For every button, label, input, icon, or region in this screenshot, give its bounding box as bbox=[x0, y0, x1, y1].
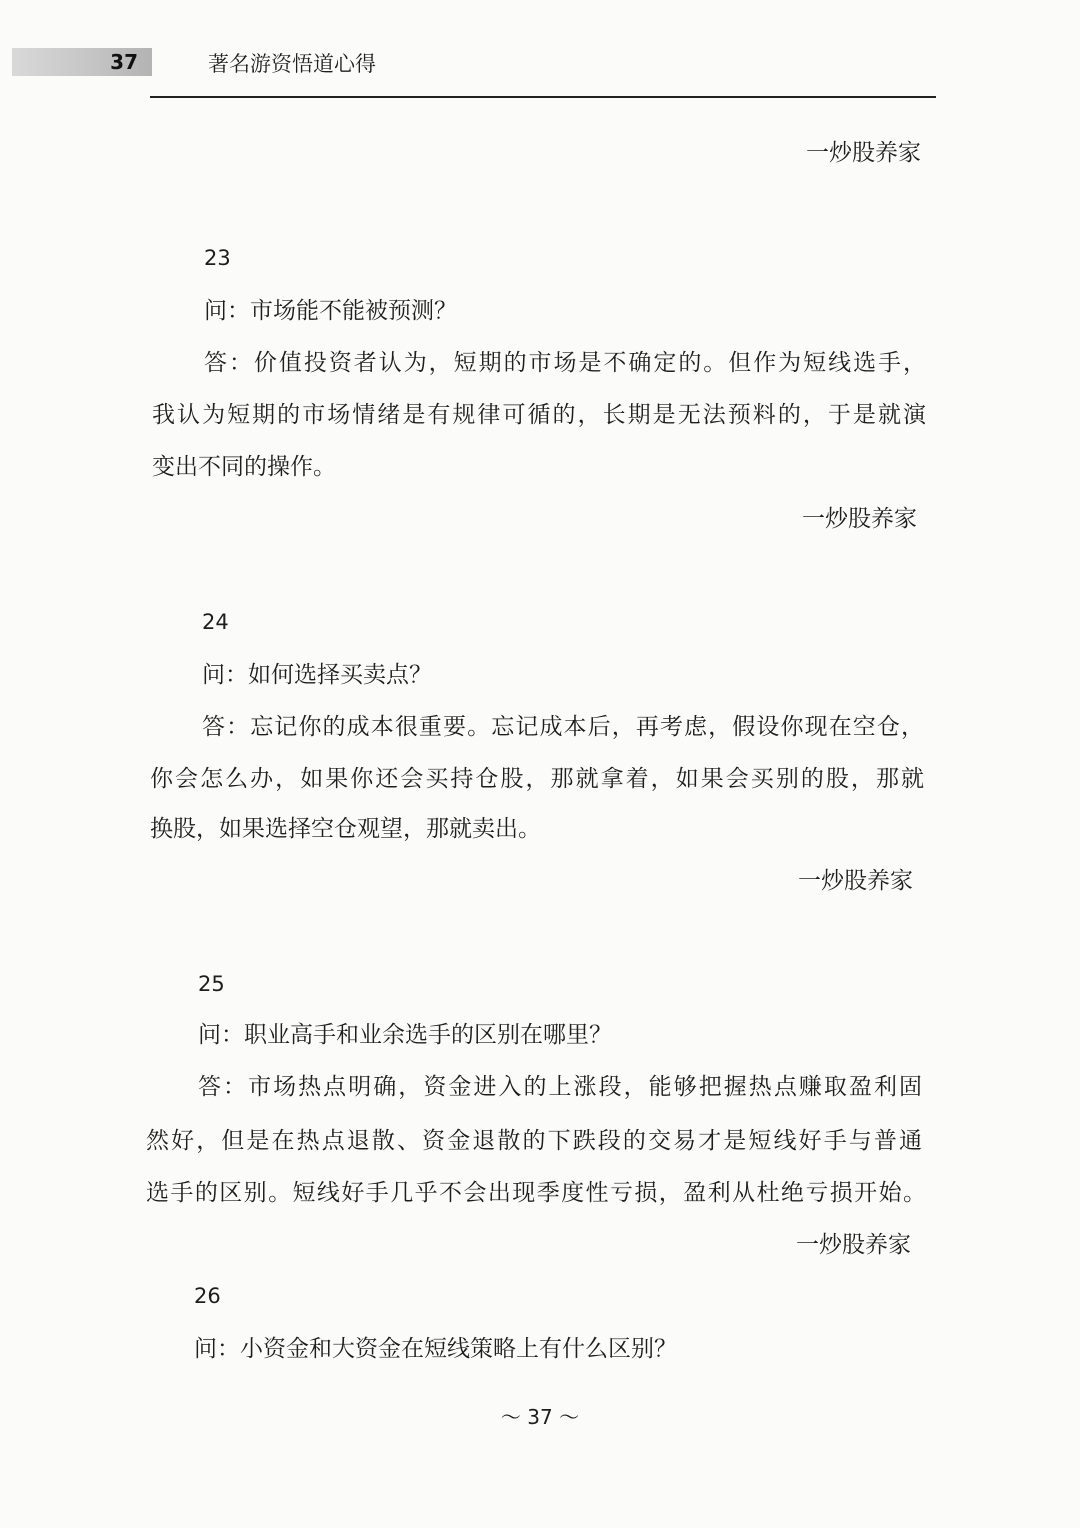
entry-number: 23 bbox=[204, 246, 231, 270]
header-page-badge: 37 bbox=[12, 48, 152, 76]
answer-line: 答：忘记你的成本很重要。忘记成本后，再考虑，假设你现在空仓， bbox=[202, 714, 924, 740]
answer-line: 变出不同的操作。 bbox=[152, 454, 336, 480]
footer-page-number: ～ 37 ～ bbox=[500, 1405, 580, 1429]
answer-line: 你会怎么办，如果你还会买持仓股，那就拿着，如果会买别的股，那就 bbox=[150, 766, 924, 792]
answer-line: 换股，如果选择空仓观望，那就卖出。 bbox=[150, 816, 541, 842]
signature: 一炒股养家 bbox=[796, 1232, 911, 1258]
question: 问：如何选择买卖点？ bbox=[202, 662, 432, 688]
answer-line: 答：价值投资者认为，短期的市场是不确定的。但作为短线选手， bbox=[204, 350, 926, 376]
entry-number: 24 bbox=[202, 610, 229, 634]
header-book-title: 著名游资悟道心得 bbox=[208, 52, 376, 76]
question: 问：职业高手和业余选手的区别在哪里？ bbox=[198, 1022, 612, 1048]
header-divider bbox=[150, 96, 936, 98]
answer-line: 我认为短期的市场情绪是有规律可循的，长期是无法预料的，于是就演 bbox=[152, 402, 926, 428]
answer-line: 选手的区别。短线好手几乎不会出现季度性亏损，盈利从杜绝亏损开始。 bbox=[146, 1180, 926, 1206]
signature: 一炒股养家 bbox=[802, 506, 917, 532]
question: 问：小资金和大资金在短线策略上有什么区别？ bbox=[194, 1336, 677, 1362]
signature: 一炒股养家 bbox=[806, 140, 921, 166]
entry-number: 26 bbox=[194, 1284, 221, 1308]
answer-line: 答：市场热点明确，资金进入的上涨段，能够把握热点赚取盈利固 bbox=[198, 1074, 922, 1100]
answer-line: 然好，但是在热点退散、资金退散的下跌段的交易才是短线好手与普通 bbox=[146, 1128, 922, 1154]
signature: 一炒股养家 bbox=[798, 868, 913, 894]
question: 问：市场能不能被预测？ bbox=[204, 298, 457, 324]
entry-number: 25 bbox=[198, 972, 225, 996]
